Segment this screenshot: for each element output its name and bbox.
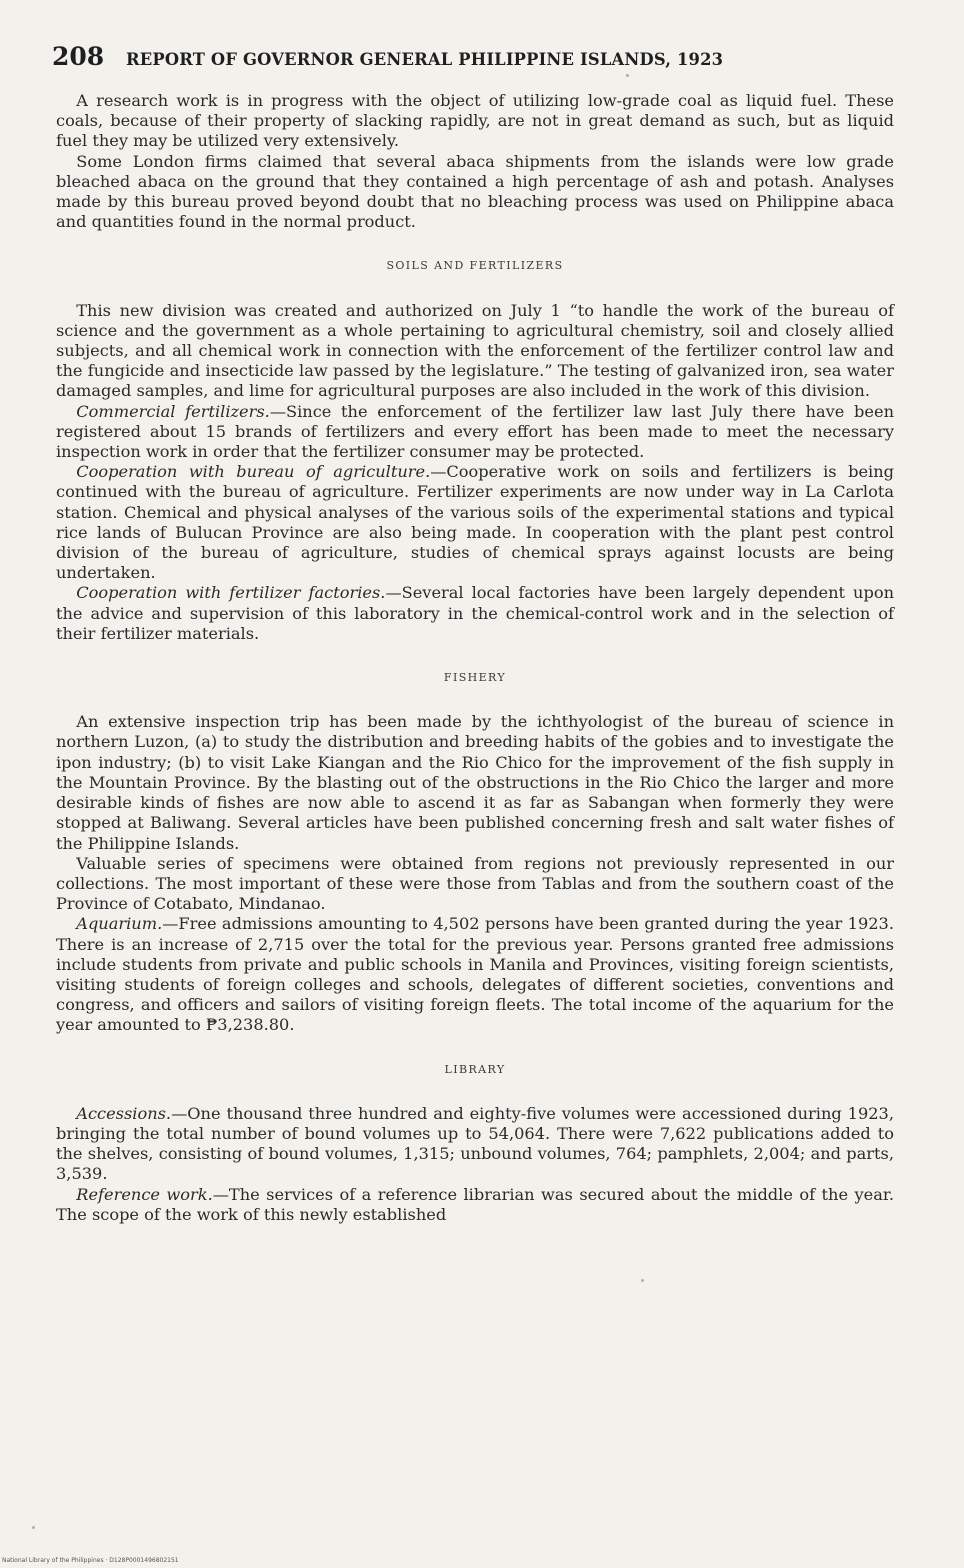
paragraph-soils-division: This new division was created and authorized on July 1 “to handle the work of the bureau of science and the government as a whole pertaining to agricultural chemistry, soil and closely allied subjects, and all chemical work in connection with the enforcement of the fertilizer control law and the fungicide and insecticide law passed by the legislature.” The testing of galvanized iron, sea water damaged samples, and lime for agricultural purposes are also included in the work of this division. [56,300,894,401]
paragraph-accessions [56,1104,894,1185]
paragraph-cooperation-factories-body: —Several local factories have been largely dependent upon the advice and supervision of this laboratory in the chemical-control work and in the selection of their fertilizer materials. [56,583,895,643]
scan-credit: National Library of the Philippines · D128P0001496802151 [2,1557,179,1564]
scan-speck [32,1526,35,1529]
section-heading-library: LIBRARY [444,1062,506,1076]
paragraph-commercial-fertilizers-body: —Since the enforcement of the fertilizer law last July there have been registered about 15 brands of fertilizers and every effort has been made to meet the necessary inspection work in order that the fertilizer consumer may be protected. [56,401,894,462]
lead-in-reference-work: Reference work. [76,1184,213,1204]
running-head [52,42,894,71]
section-heading-soils: SOILS AND FERTILIZERS [386,259,564,273]
paragraph-reference-work-body: —The services of a reference librarian was secured about the middle of the year. The scope of the work of this newly established [56,1184,894,1224]
paragraph-coal-research: A research work is in progress with the object of utilizing low-grade coal as liquid fuel. These coals, because of their property of slacking rapidly, are not in great demand as such, but as liquid fuel they may be utilized very extensively. [56,91,894,151]
lead-in-commercial-fertilizers: Commercial fertilizers. [76,401,270,421]
lead-in-cooperation-agriculture: Cooperation with bureau of agriculture. [76,462,431,482]
body-text [56,91,894,1225]
lead-in-aquarium: Aquarium. [76,914,163,934]
paragraph-cooperation-agriculture [56,462,894,583]
lead-in-accessions: Accessions. [76,1103,172,1123]
paragraph-cooperation-agriculture-body: —Cooperative work on soils and fertilizers is being continued with the bureau of agriculture. Fertilizer experiments are now under way in La Carlota station. Chemical and physical analyses of the various soils of the experimental stations and typical rice lands of Bulucan Province are also being made. In cooperation with the plant pest control division of the bureau of agriculture, studies of chemical sprays against locusts are being undertaken. [56,462,894,583]
paragraph-accessions-body: —One thousand three hundred and eighty-five volumes were accessioned during 1923, bringing the total number of bound volumes up to 54,064. There were 7,622 publications added to the shelves, consisting of bound volumes, 1,315; unbound volumes, 764; pamphlets, 2,004; and parts, 3,539. [56,1103,894,1184]
paragraph-specimens: Valuable series of specimens were obtained from regions not previously represented in our collections. The most important of these were those from Tablas and from the southern coast of the Province of Cotabato, Mindanao. [56,853,894,914]
running-head-title: REPORT OF GOVERNOR GENERAL PHILIPPINE ISLANDS, 1923 [126,50,724,70]
paragraph-aquarium [56,914,894,1035]
paragraph-commercial-fertilizers [56,402,894,463]
paragraph-inspection-trip: An extensive inspection trip has been made by the ichthyologist of the bureau of science in northern Luzon, (a) to study the distribution and breeding habits of the gobies and to investigate the ipon industry; (b) to visit Lake Kiangan and the Rio Chico for the improvement of the fish supply in the Mountain Province. By the blasting out of the obstructions in the Rio Chico the larger and more desirable kinds of fishes are now able to ascend it as far as Sabangan when formerly they were stopped at Baliwang. Several articles have been published concerning fresh and salt water fishes of the Philippine Islands. [56,712,894,853]
scan-speck [641,1279,644,1282]
paragraph-reference-work [56,1185,894,1225]
page-number: 208 [52,42,105,71]
lead-in-cooperation-factories: Cooperation with fertilizer factories. [76,583,386,603]
paragraph-aquarium-body: —Free admissions amounting to 4,502 persons have been granted during the year 1923. There is an increase of 2,715 over the total for the previous year. Persons granted free admissions include students from private and public schools in Manila and Provinces, visiting foreign scientists, visiting students of foreign colleges and schools, delegates of different societies, conventions and congress, and officers and sailors of visiting foreign fleets. The total income of the aquarium for the year amounted to ₱3,238.80. [56,914,894,1035]
scan-speck [626,74,629,77]
paragraph-abaca-shipments: Some London firms claimed that several abaca shipments from the islands were low grade bleached abaca on the ground that they contained a high percentage of ash and potash. Analyses made by this bureau proved beyond doubt that no bleaching process was used on Philippine abaca and quantities found in the normal product. [56,151,894,232]
paragraph-cooperation-factories [56,583,894,644]
section-heading-fishery: FISHERY [443,671,507,685]
